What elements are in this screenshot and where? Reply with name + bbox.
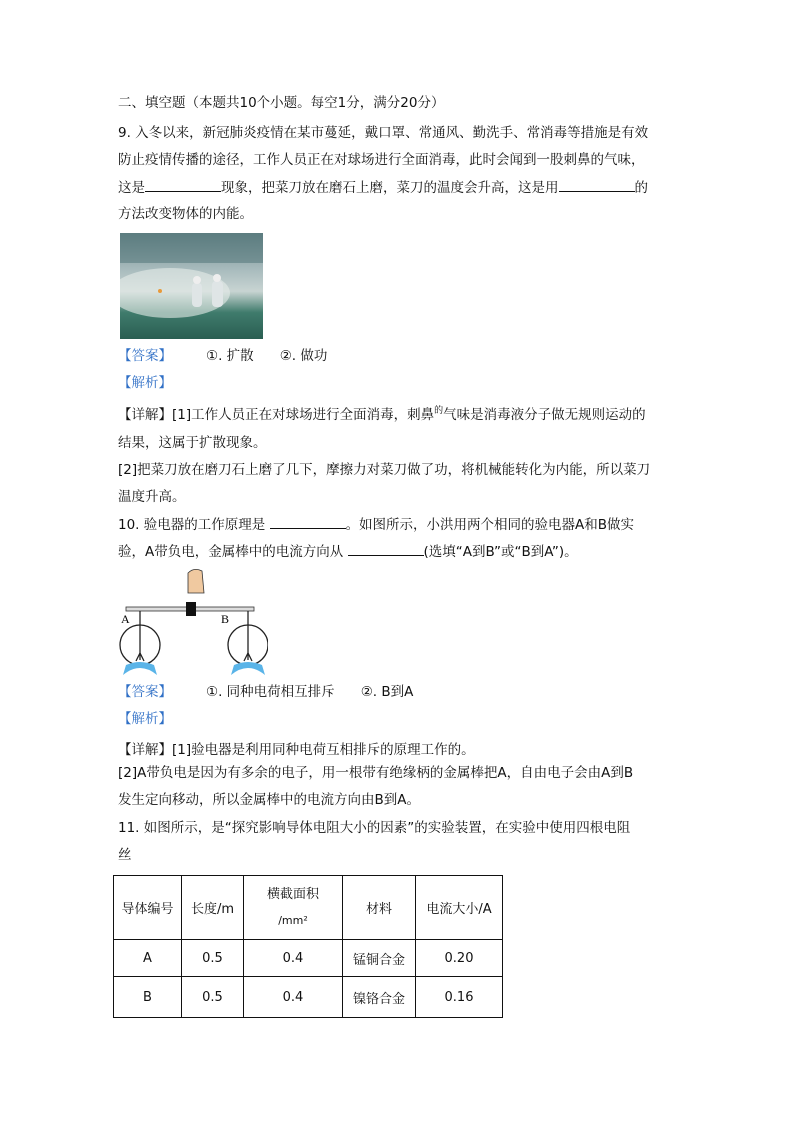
detail-text: [2]A带负电是因为有多余的电子，用一根带有绝缘柄的金属棒把A，自由电子会由A到B: [118, 765, 634, 781]
cell: 锰铜合金: [343, 940, 416, 977]
analysis-label: 【解析】: [118, 375, 172, 391]
answer-2: ②. 做功: [279, 348, 328, 364]
detail-text: [2]把菜刀放在磨刀石上磨了几下，摩擦力对菜刀做了功，将机械能转化为内能，所以菜刀: [118, 462, 651, 478]
answer-1: ①. 扩散: [206, 348, 254, 364]
answer-1: ①. 同种电荷相互排斥: [206, 684, 335, 700]
text: 横截面积: [266, 886, 319, 902]
cell: 0.16: [416, 977, 503, 1018]
table-header-row: [114, 876, 503, 940]
answer-blank: [270, 514, 346, 529]
q9-text: 防止疫情传播的途径，工作人员正在对球场进行全面消毒，此时会闻到一股刺鼻的气味，: [118, 152, 645, 168]
header-cell: 电流大小/A: [416, 876, 503, 940]
text: 这是: [118, 180, 145, 196]
text: 现象，把菜刀放在磨石上磨，菜刀的温度会升高，这是用: [221, 180, 559, 196]
text: 的: [634, 180, 648, 196]
answer-blank: [348, 541, 424, 556]
answer-blank: [145, 177, 221, 192]
disinfection-photo: [120, 233, 263, 339]
label-b: B: [221, 612, 230, 626]
header-cell: 导体编号: [114, 876, 182, 940]
q9-text: 方法改变物体的内能。: [118, 206, 253, 222]
detail-text: [118, 405, 646, 425]
cell: 0.20: [416, 940, 503, 977]
electroscope-figure: [118, 565, 268, 677]
label-a: A: [121, 612, 130, 626]
answer-blank: [559, 177, 635, 192]
table-row: [114, 940, 503, 977]
q10-text: [118, 541, 578, 562]
q11-text: 11. 如图所示，是“探究影响导体电阻大小的因素”的实验装置，在实验中使用四根电阻: [118, 820, 631, 836]
detail-text: 结果，这属于扩散现象。: [118, 435, 267, 451]
cell: 0.5: [182, 940, 244, 977]
text: 气味是消毒液分子做无规则运动的: [443, 407, 646, 423]
conductor-table: [113, 875, 503, 1018]
text: 验，A带负电，金属棒中的电流方向从: [118, 544, 348, 560]
text: /mm²: [278, 913, 308, 927]
cell: B: [114, 977, 182, 1018]
detail-text: 温度升高。: [118, 489, 186, 505]
q10-text: [118, 514, 634, 535]
answer-label: 【答案】: [118, 684, 172, 700]
header-cell: [244, 876, 343, 940]
cell: 0.4: [244, 940, 343, 977]
q9-text: [118, 177, 648, 198]
q9-answer: [118, 346, 327, 366]
analysis-label: 【解析】: [118, 711, 172, 727]
header-cell: 长度/m: [182, 876, 244, 940]
cell: 0.5: [182, 977, 244, 1018]
text: (选填“A到B”或“B到A”)。: [423, 544, 578, 560]
text: 【详解】[1]工作人员正在对球场进行全面消毒，刺鼻: [118, 407, 435, 423]
cell: 0.4: [244, 977, 343, 1018]
table-row: [114, 977, 503, 1018]
workers-image: [120, 233, 263, 339]
hand-icon: [188, 569, 204, 593]
q9-text: 9. 入冬以来，新冠肺炎疫情在某市蔓延，戴口罩、常通风、勤洗手、常消毒等措施是有效: [118, 125, 649, 141]
text: 。如图所示，小洪用两个相同的验电器A和B做实: [345, 517, 635, 533]
q10-answer: [118, 682, 413, 702]
text: 的: [434, 406, 444, 416]
section-heading: 二、填空题（本题共10个小题。每空1分，满分20分）: [118, 95, 445, 111]
text: 10. 验电器的工作原理是: [118, 517, 270, 533]
cell: A: [114, 940, 182, 977]
detail-text: 发生定向移动，所以金属棒中的电流方向由B到A。: [118, 792, 420, 808]
q11-text: 丝: [118, 847, 132, 863]
detail-text: 【详解】[1]验电器是利用同种电荷互相排斥的原理工作的。: [118, 742, 475, 758]
answer-2: ②. B到A: [360, 684, 414, 700]
answer-label: 【答案】: [118, 348, 172, 364]
header-cell: 材料: [343, 876, 416, 940]
cell: 镍铬合金: [343, 977, 416, 1018]
